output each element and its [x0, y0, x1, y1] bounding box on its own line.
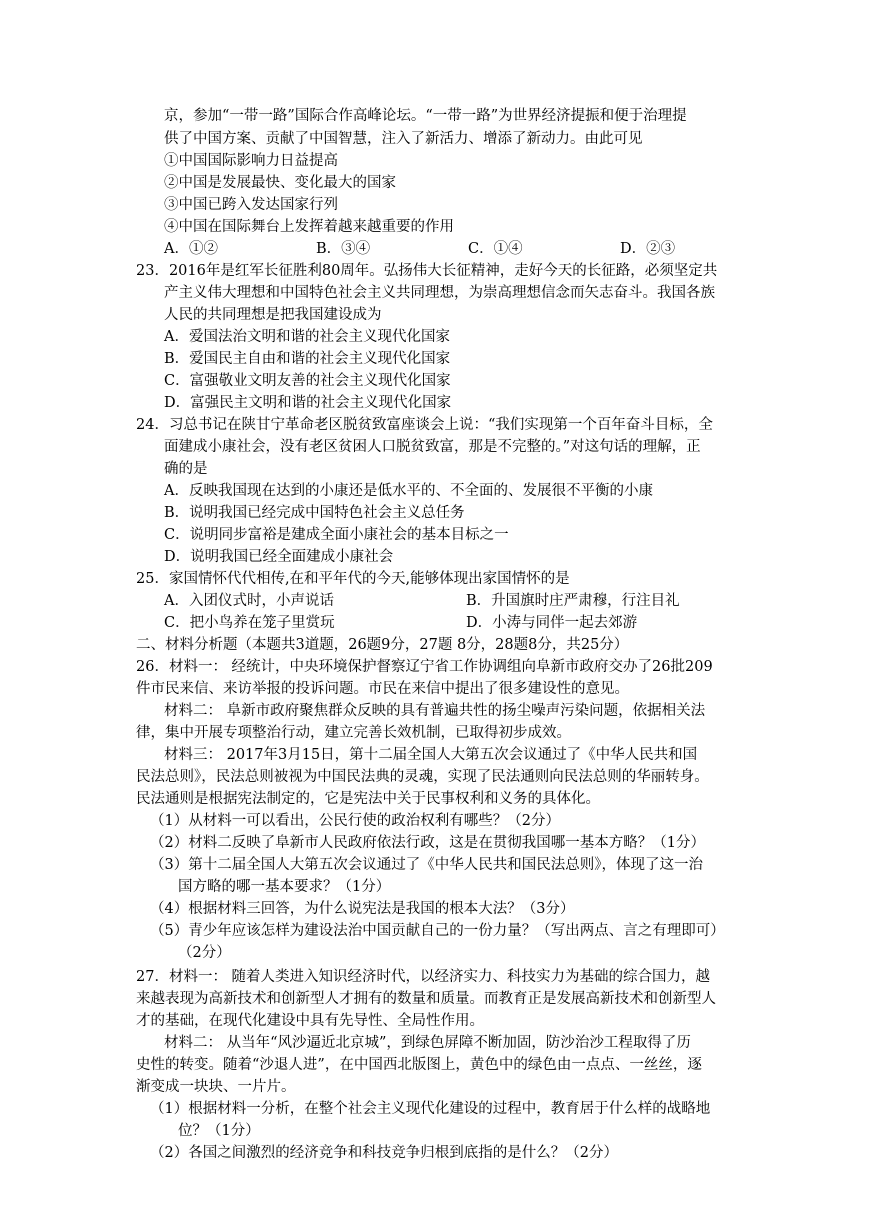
q26-material-3-line-3: 民法通则是根据宪法制定的，它是宪法中关于民事权利和义务的具体化。: [136, 791, 600, 807]
q22-option-b: B．③④: [316, 241, 371, 257]
q24-option-a: A．反映我国现在达到的小康还是低水平的、不全面的、发展很不平衡的小康: [164, 483, 653, 499]
q23-option-d: D．富强民主文明和谐的社会主义现代化国家: [164, 395, 452, 411]
q22-option-d: D．②③: [620, 241, 676, 257]
q25-option-c: C．把小鸟养在笼子里赏玩: [164, 615, 335, 631]
q24-option-b: B．说明我国已经完成中国特色社会主义总任务: [164, 505, 465, 521]
q22-option-a: A．①②: [164, 241, 218, 257]
q23-stem-line-3: 人民的共同理想是把我国建设成为: [164, 307, 382, 323]
q26-question-2: （2）材料二反映了阜新市人民政府依法行政，这是在贯彻我国哪一基本方略？（1分）: [150, 835, 705, 851]
q26-question-1: （1）从材料一可以看出，公民行使的政治权利有哪些？（2分）: [150, 813, 560, 829]
q25-option-d: D．小涛与同伴一起去郊游: [466, 615, 638, 631]
q22-statement-4: ④中国在国际舞台上发挥着越来越重要的作用: [164, 219, 454, 235]
q27-material-1-line-2: 来越表现为高新技术和创新型人才拥有的数量和质量。而教育正是发展高新技术和创新型人: [136, 991, 716, 1007]
q24-option-c: C．说明同步富裕是建成全面小康社会的基本目标之一: [164, 527, 509, 543]
q22-stem-line-1: 京，参加“一带一路”国际合作高峰论坛。“一带一路”为世界经济提振和便于治理提: [164, 108, 687, 124]
q26-material-2-line-2: 律，集中开展专项整治行动，建立完善长效机制，已取得初步成效。: [136, 725, 571, 741]
q25-option-a: A．入团仪式时，小声说话: [164, 593, 334, 609]
q27-material-2-line-3: 渐变成一块块、一片片。: [136, 1079, 296, 1095]
q24-stem-line-1: 24．习总书记在陕甘宁革命老区脱贫致富座谈会上说：“我们实现第一个百年奋斗目标，全: [136, 417, 713, 433]
q22-option-c: C．①④: [468, 241, 523, 257]
q26-question-5-line-2: （2分）: [178, 945, 231, 961]
q23-option-c: C．富强敬业文明友善的社会主义现代化国家: [164, 373, 451, 389]
q26-material-1-line-1: 26．材料一： 经统计，中央环境保护督察辽宁省工作协调组向阜新市政府交办了26批209: [136, 659, 713, 675]
q27-material-1-line-1: 27．材料一： 随着人类进入知识经济时代，以经济实力、科技实力为基础的综合国力，越: [136, 969, 711, 985]
q27-question-2: （2）各国之间激烈的经济竞争和科技竞争归根到底指的是什么？（2分）: [150, 1145, 618, 1161]
q24-stem-line-2: 面建成小康社会，没有老区贫困人口脱贫致富，那是不完整的。”对这句话的理解，正: [164, 439, 701, 455]
q26-question-3-line-2: 国方略的哪一基本要求？（1分）: [178, 879, 391, 895]
section-2-heading: 二、材料分析题（本题共3道题，26题9分，27题 8分，28题8分，共25分）: [136, 637, 629, 653]
q22-statement-1: ①中国国际影响力日益提高: [164, 153, 338, 169]
q26-material-2-line-1: 材料二： 阜新市政府聚焦群众反映的具有普遍共性的扬尘噪声污染问题，依据相关法: [164, 703, 706, 719]
q27-question-1-line-2: 位？（1分）: [178, 1123, 260, 1139]
q22-statement-2: ②中国是发展最快、变化最大的国家: [164, 175, 396, 191]
q22-stem-line-2: 供了中国方案、贡献了中国智慧，注入了新活力、增添了新动力。由此可见: [164, 131, 643, 147]
q25-option-b: B．升国旗时庄严肃穆，行注目礼: [466, 593, 680, 609]
q26-material-3-line-1: 材料三： 2017年3月15日，第十二届全国人大第五次会议通过了《中华人民共和国: [164, 747, 698, 763]
q26-question-4: （4）根据材料三回答，为什么说宪法是我国的根本大法？（3分）: [150, 901, 575, 917]
q24-stem-line-3: 确的是: [164, 461, 208, 477]
q26-material-3-line-2: 民法总则》，民法总则被视为中国民法典的灵魂，实现了民法通则向民法总则的华丽转身。: [136, 769, 709, 785]
q27-question-1-line-1: （1）根据材料一分析，在整个社会主义现代化建设的过程中，教育居于什么样的战略地: [150, 1101, 711, 1117]
q26-question-3-line-1: （3）第十二届全国人大第五次会议通过了《中华人民共和国民法总则》，体现了这一治: [150, 857, 703, 873]
q23-option-a: A．爱国法治文明和谐的社会主义现代化国家: [164, 329, 450, 345]
q25-stem: 25．家国情怀代代相传,在和平年代的今天,能够体现出家国情怀的是: [136, 571, 570, 587]
q26-material-1-line-2: 件市民来信、来访举报的投诉问题。市民在来信中提出了很多建设性的意见。: [136, 681, 629, 697]
q24-option-d: D．说明我国已经全面建成小康社会: [164, 549, 394, 565]
q27-material-2-line-1: 材料二： 从当年“风沙逼近北京城”，到绿色屏障不断加固，防沙治沙工程取得了历: [164, 1035, 691, 1051]
q23-stem-line-1: 23．2016年是红军长征胜利80周年。弘扬伟大长征精神，走好今天的长征路，必须坚定共: [136, 263, 718, 279]
q26-question-5-line-1: （5）青少年应该怎样为建设法治中国贡献自己的一份力量？（写出两点、言之有理即可）: [150, 923, 725, 939]
q23-stem-line-2: 产主义伟大理想和中国特色社会主义共同理想，为崇高理想信念而矢志奋斗。我国各族: [164, 285, 715, 301]
q27-material-1-line-3: 才的基础，在现代化建设中具有先导性、全局性作用。: [136, 1013, 484, 1029]
q23-option-b: B．爱国民主自由和谐的社会主义现代化国家: [164, 351, 451, 367]
q27-material-2-line-2: 史性的转变。随着“沙退人进”，在中国西北版图上，黄色中的绿色由一点点、一丝丝，逐: [136, 1057, 702, 1073]
q22-statement-3: ③中国已跨入发达国家行列: [164, 197, 338, 213]
